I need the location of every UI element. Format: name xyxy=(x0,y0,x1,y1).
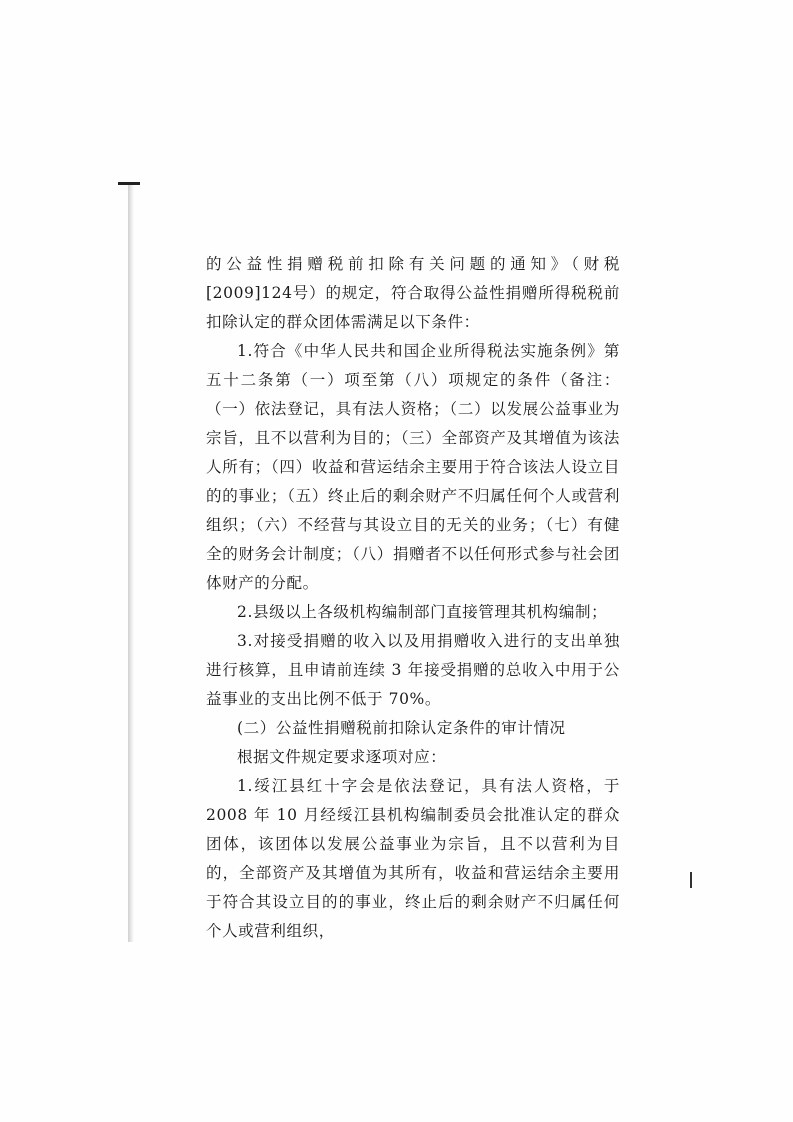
scan-mark-top xyxy=(118,182,140,185)
paragraph-audit-intro: 根据文件规定要求逐项对应： xyxy=(237,748,447,766)
page-edge-shadow xyxy=(128,182,134,942)
paragraph-audit-item-1: 1.绥江县红十字会是依法登记，具有法人资格，于 2008 年 10 月经绥江县机构编制委员会批准认定的群众团体，该团体以发展公益事业为宗旨，且不以营利为目的，全部资产及其增值为其所有，收益和营运结余主要用于符合其设立目的的事业，终止后的剩余财产不归属任何个人或营利组织， xyxy=(206,777,620,940)
paragraph-condition-3: 3.对接受捐赠的收入以及用捐赠收入进行的支出单独进行核算，且申请前连续 3 年接受捐赠的总收入中用于公益事业的支出比例不低于 70%。 xyxy=(206,632,620,708)
paragraph-condition-1: 1.符合《中华人民共和国企业所得税法实施条例》第五十二条第（一）项至第（八）项规定的条件（备注：（一）依法登记，具有法人资格；（二）以发展公益事业为宗旨，且不以营利为目的；（三）全部资产及其增值为该法人所有；（四）收益和营运结余主要用于符合该法人设立目的的事业；（五）终止后的剩余财产不归属任何个人或营利组织；（六）不经营与其设立目的无关的业务；（七）有健全的财务会计制度；（八）捐赠者不以任何形式参与社会团体财产的分配。 xyxy=(206,342,620,592)
paragraph-intro: 的公益性捐赠税前扣除有关问题的通知》（财税[2009]124号）的规定，符合取得公益性捐赠所得税税前扣除认定的群众团体需满足以下条件： xyxy=(206,255,620,331)
section-heading-audit: (二）公益性捐赠税前扣除认定条件的审计情况 xyxy=(237,719,566,737)
document-body xyxy=(206,250,620,946)
paragraph-condition-2: 2.县级以上各级机构编制部门直接管理其机构编制； xyxy=(237,603,608,621)
scan-mark-right xyxy=(690,872,692,888)
